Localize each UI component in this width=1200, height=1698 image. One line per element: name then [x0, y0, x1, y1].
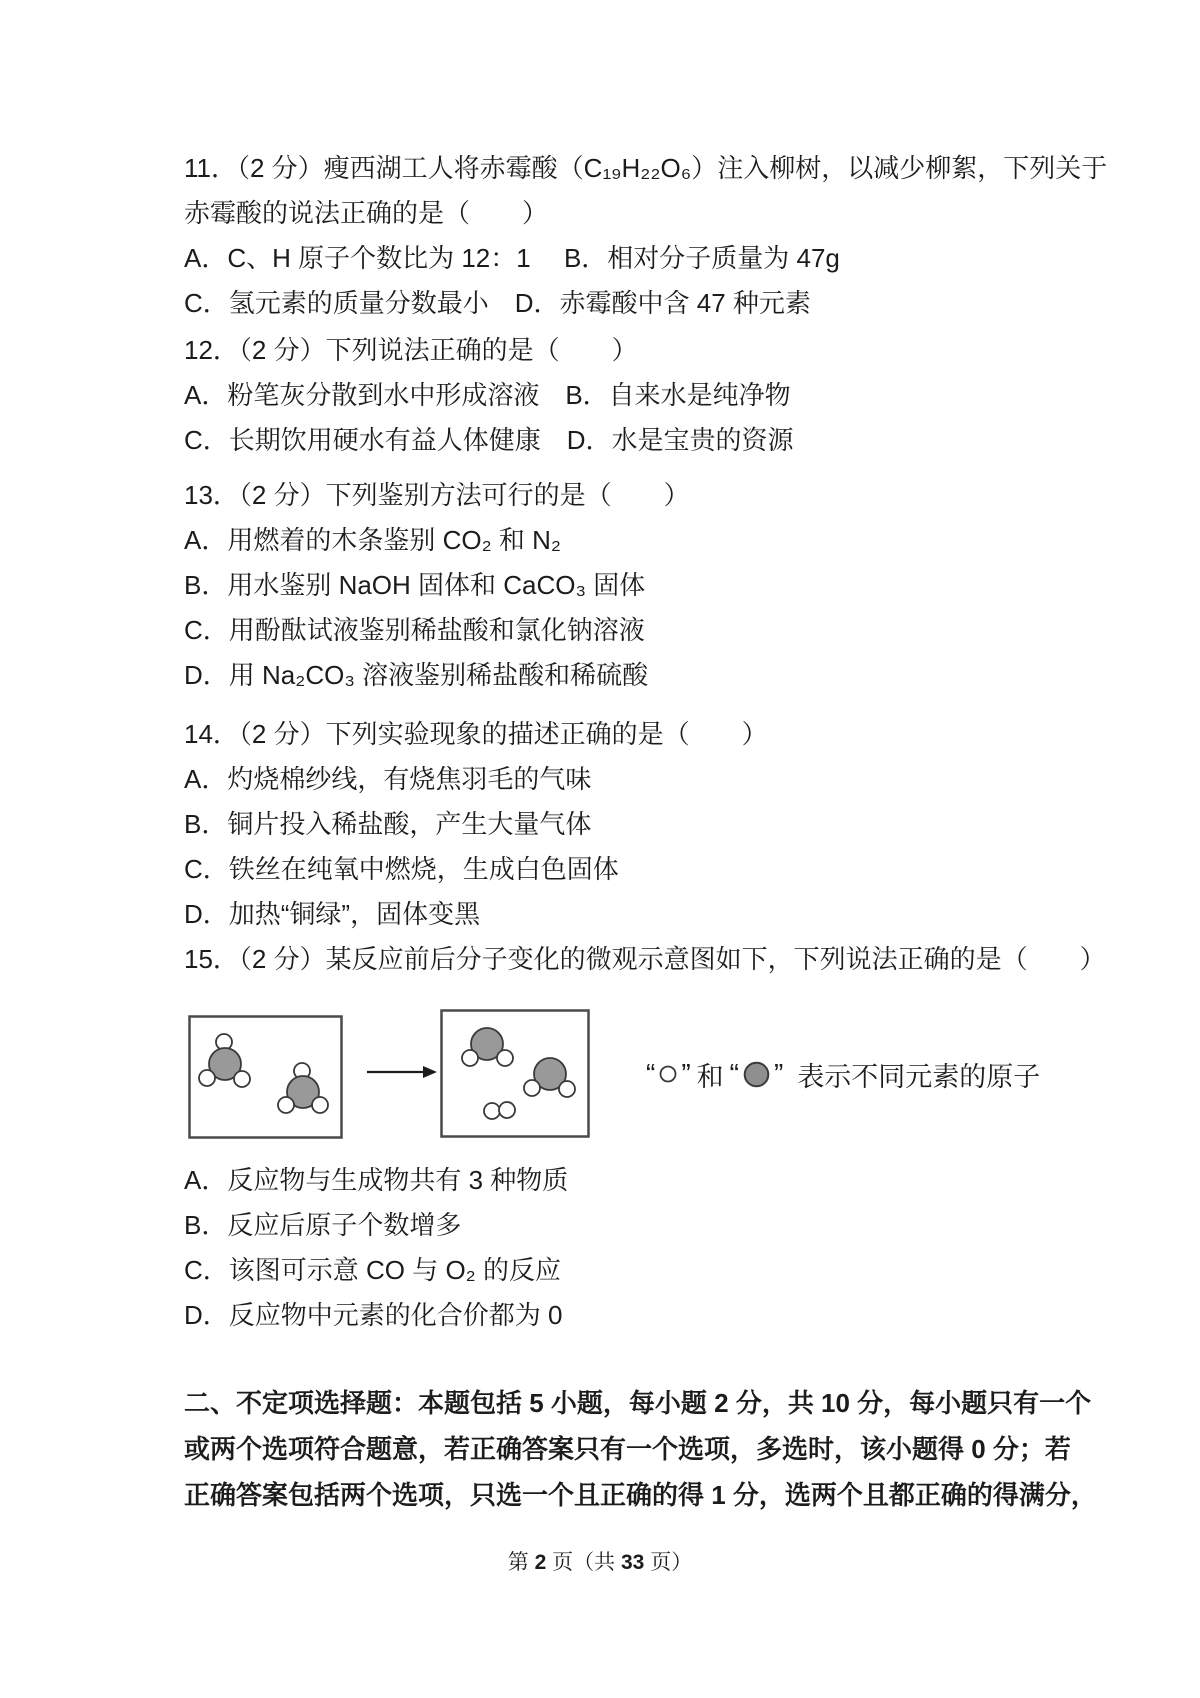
q11-stem-line-1: 11．（2 分）瘦西湖工人将赤霉酸（C₁₉H₂₂O₆）注入柳树，以减少柳絮，下列关于: [184, 153, 1108, 183]
footer-total-pages: 33: [621, 1551, 645, 1574]
footer-page-number: 2: [534, 1551, 547, 1574]
q14-option-d: D．加热“铜绿”，固体变黑: [184, 899, 481, 929]
reactants-box: [188, 1015, 343, 1139]
white-atom: [234, 1071, 250, 1087]
white-atom: [524, 1080, 540, 1096]
q15-option-c: C．该图可示意 CO 与 O₂ 的反应: [184, 1255, 561, 1285]
footer-suffix: 页）: [644, 1551, 693, 1574]
white-atom: [559, 1081, 575, 1097]
footer-middle: 页（共: [546, 1551, 621, 1574]
reaction-arrow-icon: [367, 1065, 437, 1079]
q12-options-ab: A．粉笔灰分散到水中形成溶液 B．自来水是纯净物: [184, 380, 791, 410]
white-atom: [497, 1050, 513, 1066]
white-atom: [499, 1102, 515, 1118]
atom-legend: [642, 1009, 1040, 1139]
section2-line-1: 二、不定项选择题：本题包括 5 小题，每小题 2 分，共 10 分，每小题只有一个: [184, 1388, 1092, 1418]
q13-option-d: D．用 Na₂CO₃ 溶液鉴别稀盐酸和稀硫酸: [184, 660, 649, 690]
q11-options-cd: C．氢元素的质量分数最小 D．赤霉酸中含 47 种元素: [184, 288, 811, 318]
q15-stem: 15．（2 分）某反应前后分子变化的微观示意图如下，下列说法正确的是（ ）: [184, 944, 1106, 974]
q13-stem: 13．（2 分）下列鉴别方法可行的是（ ）: [184, 480, 690, 510]
legend-conjunction: 和: [696, 1061, 724, 1092]
question-15: [184, 937, 1114, 1338]
gray-atom-icon: [743, 1061, 770, 1088]
legend-close-quote: ”: [681, 1058, 691, 1089]
q14-option-a: A．灼烧棉纱线，有烧焦羽毛的气味: [184, 764, 592, 794]
q15-reaction-diagram: [184, 1009, 1114, 1139]
legend-close-quote-2: ”: [773, 1058, 784, 1089]
q12-stem: 12．（2 分）下列说法正确的是（ ）: [184, 335, 638, 365]
products-box: [440, 1009, 590, 1138]
q11-stem-line-2: 赤霉酸的说法正确的是（ ）: [184, 198, 549, 228]
q14-option-c: C．铁丝在纯氧中燃烧，生成白色固体: [184, 854, 619, 884]
q13-option-b: B．用水鉴别 NaOH 固体和 CaCO₃ 固体: [184, 570, 646, 600]
q13-option-a: A．用燃着的木条鉴别 CO₂ 和 N₂: [184, 525, 561, 555]
question-14: [184, 712, 1114, 937]
legend-description: 表示不同元素的原子: [797, 1061, 1041, 1092]
q15-option-d: D．反应物中元素的化合价都为 0: [184, 1300, 563, 1330]
question-13: [184, 473, 1114, 698]
question-11: [184, 146, 1114, 326]
white-atom-icon: [659, 1065, 677, 1083]
q14-option-b: B．铜片投入稀盐酸，产生大量气体: [184, 809, 592, 839]
white-atom: [484, 1103, 500, 1119]
q15-option-b: B．反应后原子个数增多: [184, 1210, 462, 1240]
question-12: [184, 328, 1114, 463]
q12-options-cd: C．长期饮用硬水有益人体健康 D．水是宝贵的资源: [184, 425, 794, 455]
page-content: [184, 146, 1114, 1518]
white-atom: [312, 1097, 328, 1113]
page-footer: [0, 1550, 1200, 1576]
section2-line-2: 或两个选项符合题意，若正确答案只有一个选项，多选时，该小题得 0 分；若: [184, 1434, 1071, 1464]
legend-open-quote: “: [646, 1058, 656, 1089]
q13-option-c: C．用酚酞试液鉴别稀盐酸和氯化钠溶液: [184, 615, 645, 645]
footer-prefix: 第: [507, 1551, 535, 1574]
white-atom: [278, 1097, 294, 1113]
q14-stem: 14．（2 分）下列实验现象的描述正确的是（ ）: [184, 719, 768, 749]
white-atom: [462, 1050, 478, 1066]
section2-line-3: 正确答案包括两个选项，只选一个且正确的得 1 分，选两个且都正确的得满分，: [184, 1480, 1097, 1510]
section-2-header: [184, 1380, 1114, 1518]
q15-option-a: A．反应物与生成物共有 3 种物质: [184, 1165, 569, 1195]
legend-open-quote-2: “: [729, 1058, 739, 1089]
q11-options-ab: A．C、H 原子个数比为 12：1 B．相对分子质量为 47g: [184, 243, 840, 273]
white-atom: [199, 1070, 215, 1086]
